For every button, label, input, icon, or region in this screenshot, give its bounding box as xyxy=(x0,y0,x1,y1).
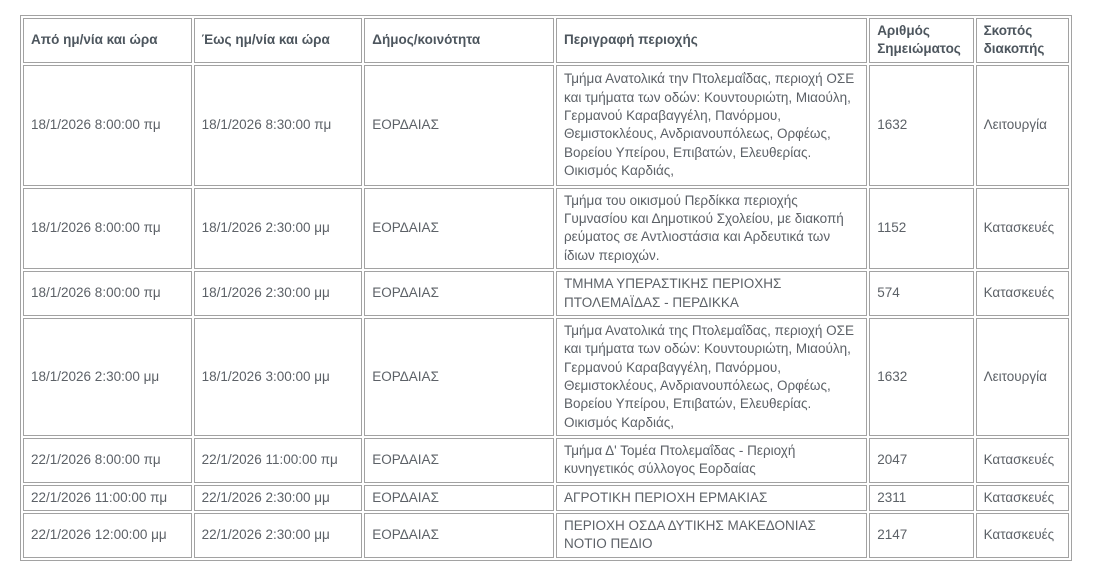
cell-from: 22/1/2026 8:00:00 πμ xyxy=(23,438,192,483)
cell-from: 22/1/2026 12:00:00 μμ xyxy=(23,513,192,558)
cell-purpose: Κατασκευές xyxy=(976,485,1069,511)
table-row xyxy=(23,485,1069,511)
column-header-3: Περιγραφή περιοχής xyxy=(556,18,867,63)
cell-description: Τμήμα Δ' Τομέα Πτολεμαΐδας - Περιοχή κυνηγετικός σύλλογος Εορδαίας xyxy=(556,438,867,483)
cell-note_number: 2311 xyxy=(869,485,973,511)
cell-from: 22/1/2026 11:00:00 πμ xyxy=(23,485,192,511)
cell-from: 18/1/2026 8:00:00 πμ xyxy=(23,65,192,186)
cell-to: 18/1/2026 8:30:00 πμ xyxy=(194,65,363,186)
cell-municipality: ΕΟΡΔΑΙΑΣ xyxy=(364,438,554,483)
table-row xyxy=(23,271,1069,316)
cell-from: 18/1/2026 8:00:00 πμ xyxy=(23,188,192,269)
cell-municipality: ΕΟΡΔΑΙΑΣ xyxy=(364,188,554,269)
cell-municipality: ΕΟΡΔΑΙΑΣ xyxy=(364,65,554,186)
cell-description: Τμήμα Ανατολικά την Πτολεμαΐδας, περιοχή ΟΣΕ και τμήματα των οδών: Κουντουριώτη, Μιαούλη, Γερμανού Καραβαγγέλη, Πανόρμου, Θεμιστοκλέους, Ανδριανουπόλεως, Ορφέως, Βορείου Υπείρου, Επιβατών, Ελευθερίας. Οικισμός Καρδιάς, xyxy=(556,65,867,186)
table-row xyxy=(23,65,1069,186)
cell-municipality: ΕΟΡΔΑΙΑΣ xyxy=(364,271,554,316)
table-row xyxy=(23,318,1069,436)
column-header-4: Αριθμός Σημειώματος xyxy=(869,18,973,63)
table-header-row xyxy=(23,18,1069,63)
cell-note_number: 574 xyxy=(869,271,973,316)
table-header xyxy=(23,18,1069,63)
table-row xyxy=(23,513,1069,558)
column-header-2: Δήμος/κοινότητα xyxy=(364,18,554,63)
cell-purpose: Λειτουργία xyxy=(976,65,1069,186)
cell-description: ΠΕΡΙΟΧΗ ΟΣΔΑ ΔΥΤΙΚΗΣ ΜΑΚΕΔΟΝΙΑΣ ΝΟΤΙΟ ΠΕΔΙΟ xyxy=(556,513,867,558)
column-header-0: Από ημ/νία και ώρα xyxy=(23,18,192,63)
cell-to: 18/1/2026 2:30:00 μμ xyxy=(194,271,363,316)
cell-description: ΑΓΡΟΤΙΚΗ ΠΕΡΙΟΧΗ ΕΡΜΑΚΙΑΣ xyxy=(556,485,867,511)
table-row xyxy=(23,438,1069,483)
cell-from: 18/1/2026 2:30:00 μμ xyxy=(23,318,192,436)
cell-note_number: 2147 xyxy=(869,513,973,558)
column-header-5: Σκοπός διακοπής xyxy=(976,18,1069,63)
cell-description: Τμήμα Ανατολικά της Πτολεμαΐδας, περιοχή ΟΣΕ και τμήματα των οδών: Κουντουριώτη, Μιαούλη, Γερμανού Καραβαγγέλη, Πανόρμου, Θεμιστοκλέους, Ανδριανουπόλεως, Ορφέως, Βορείου Υπείρου, Επιβατών, Ελευθερίας. Οικισμός Καρδιάς, xyxy=(556,318,867,436)
cell-purpose: Κατασκευές xyxy=(976,188,1069,269)
cell-to: 18/1/2026 3:00:00 μμ xyxy=(194,318,363,436)
column-header-1: Έως ημ/νία και ώρα xyxy=(194,18,363,63)
cell-to: 18/1/2026 2:30:00 μμ xyxy=(194,188,363,269)
cell-municipality: ΕΟΡΔΑΙΑΣ xyxy=(364,513,554,558)
outage-schedule-table xyxy=(20,15,1072,561)
table-body xyxy=(23,65,1069,558)
cell-purpose: Κατασκευές xyxy=(976,513,1069,558)
cell-note_number: 2047 xyxy=(869,438,973,483)
cell-purpose: Κατασκευές xyxy=(976,438,1069,483)
cell-note_number: 1632 xyxy=(869,65,973,186)
cell-municipality: ΕΟΡΔΑΙΑΣ xyxy=(364,485,554,511)
cell-to: 22/1/2026 2:30:00 μμ xyxy=(194,513,363,558)
cell-purpose: Λειτουργία xyxy=(976,318,1069,436)
cell-description: ΤΜΗΜΑ ΥΠΕΡΑΣΤΙΚΗΣ ΠΕΡΙΟΧΗΣ ΠΤΟΛΕΜΑΪΔΑΣ - ΠΕΡΔΙΚΚΑ xyxy=(556,271,867,316)
cell-note_number: 1152 xyxy=(869,188,973,269)
cell-purpose: Κατασκευές xyxy=(976,271,1069,316)
cell-to: 22/1/2026 2:30:00 μμ xyxy=(194,485,363,511)
cell-note_number: 1632 xyxy=(869,318,973,436)
table-row xyxy=(23,188,1069,269)
cell-municipality: ΕΟΡΔΑΙΑΣ xyxy=(364,318,554,436)
cell-from: 18/1/2026 8:00:00 πμ xyxy=(23,271,192,316)
cell-to: 22/1/2026 11:00:00 πμ xyxy=(194,438,363,483)
cell-description: Τμήμα του οικισμού Περδίκκα περιοχής Γυμνασίου και Δημοτικού Σχολείου, με διακοπή ρεύματος σε Αντλιοστάσια και Αρδευτικά των ίδιων περιοχών. xyxy=(556,188,867,269)
